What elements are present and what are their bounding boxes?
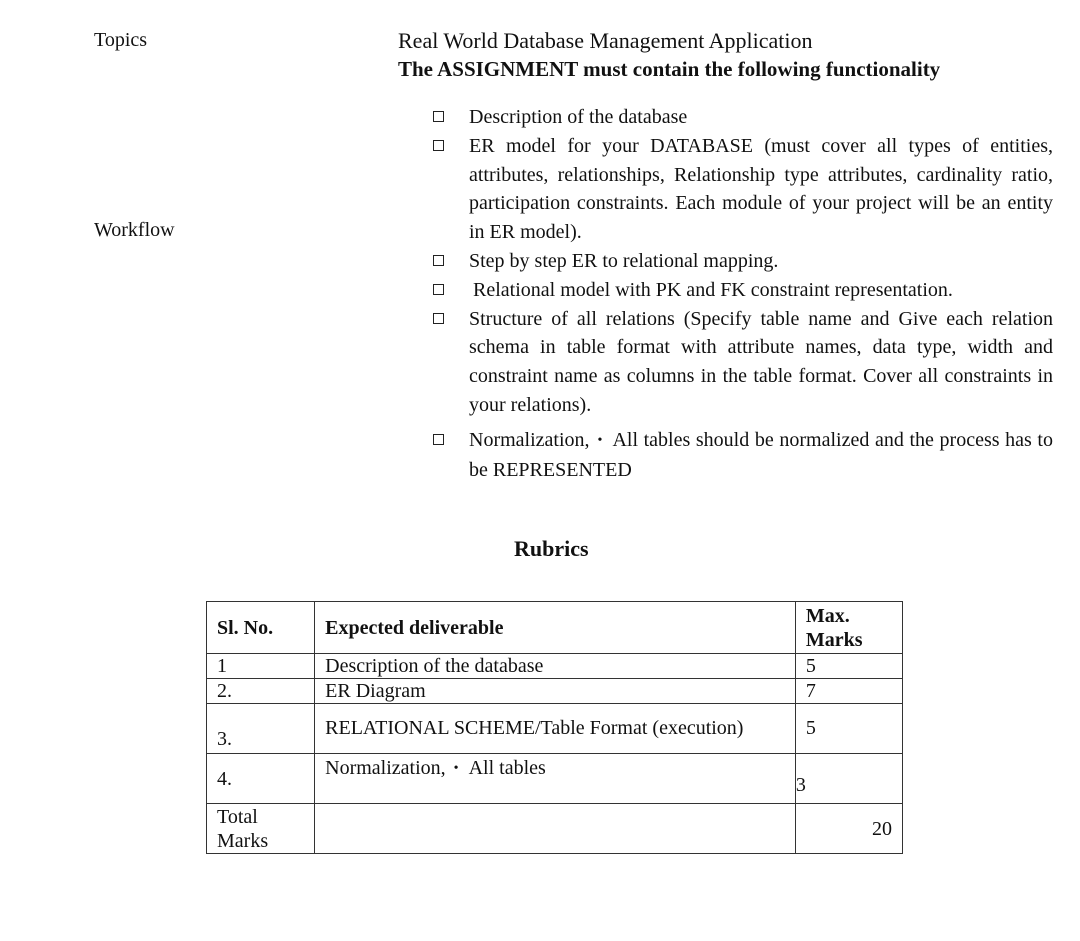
table-total-row: [207, 804, 903, 854]
table-row: [207, 654, 903, 679]
row-sl-no: 3.: [207, 704, 315, 754]
checklist-item: [433, 276, 1053, 305]
topics-label: Topics: [94, 29, 148, 51]
rubrics-table: [206, 601, 903, 854]
bullet-icon: •: [453, 761, 459, 776]
checklist-item-text: Step by step ER to relational mapping.: [469, 249, 779, 272]
checkbox-icon: [433, 140, 444, 151]
workflow-label: Workflow: [94, 219, 175, 241]
document-subtitle: The ASSIGNMENT must contain the following functionality: [398, 57, 941, 81]
table-header-row: [207, 602, 903, 654]
row-deliverable: RELATIONAL SCHEME/Table Format (execution): [315, 704, 796, 754]
checklist-item: [433, 426, 1053, 485]
rubrics-title: Rubrics: [514, 536, 589, 561]
checklist-item-lead: Normalization,: [469, 428, 590, 451]
row-deliverable: ER Diagram: [315, 679, 796, 704]
checkbox-icon: [433, 434, 444, 445]
checklist-item: [433, 103, 1053, 132]
row-deliverable-tail: All tables: [468, 757, 546, 779]
checklist-item-text: All tables should be normalized and the process has to be REPRESENTED: [469, 428, 1053, 481]
header-sl-no: Sl. No.: [207, 602, 315, 654]
row-deliverable: Description of the database: [315, 654, 796, 679]
table-row: [207, 704, 903, 754]
functionality-checklist: [433, 103, 1053, 484]
checklist-item-text: Relational model with PK and FK constraint representation.: [473, 278, 953, 301]
checkbox-icon: [433, 313, 444, 324]
row-sl-no: 4.: [207, 754, 315, 804]
checklist-item-text: Description of the database: [469, 106, 688, 128]
checklist-item-text: ER model for your DATABASE (must cover all types of entities, attributes, relationships, Relationship type attributes, cardinality ratio, participation constraints. Each module of your project will be an entity in ER model).: [469, 134, 1053, 244]
total-label: Total Marks: [207, 804, 315, 854]
total-spacer: [315, 804, 796, 854]
table-row: [207, 679, 903, 704]
checkbox-icon: [433, 284, 444, 295]
checklist-item-text: Structure of all relations (Specify table name and Give each relation schema in table format with attribute names, data type, width and constraint name as columns in the table format. Cover all constraints in your relations).: [469, 307, 1053, 416]
checklist-item: [433, 305, 1053, 420]
row-marks: 3: [795, 754, 902, 804]
checkbox-icon: [433, 255, 444, 266]
row-marks: 5: [795, 704, 902, 754]
header-max-marks: Max. Marks: [795, 602, 902, 654]
row-sl-no: 1: [207, 654, 315, 679]
checkbox-icon: [433, 111, 444, 122]
row-deliverable-lead: Normalization,: [325, 757, 446, 779]
bullet-icon: •: [597, 432, 603, 448]
row-marks: 5: [795, 654, 902, 679]
checklist-item: [433, 132, 1053, 247]
document-title: Real World Database Management Application: [398, 28, 813, 53]
row-deliverable: [315, 754, 796, 804]
row-marks: 7: [795, 679, 902, 704]
total-value: 20: [795, 804, 902, 854]
row-sl-no: 2.: [207, 679, 315, 704]
checklist-item: [433, 247, 1053, 276]
header-deliverable: Expected deliverable: [315, 602, 796, 654]
table-row: [207, 754, 903, 804]
